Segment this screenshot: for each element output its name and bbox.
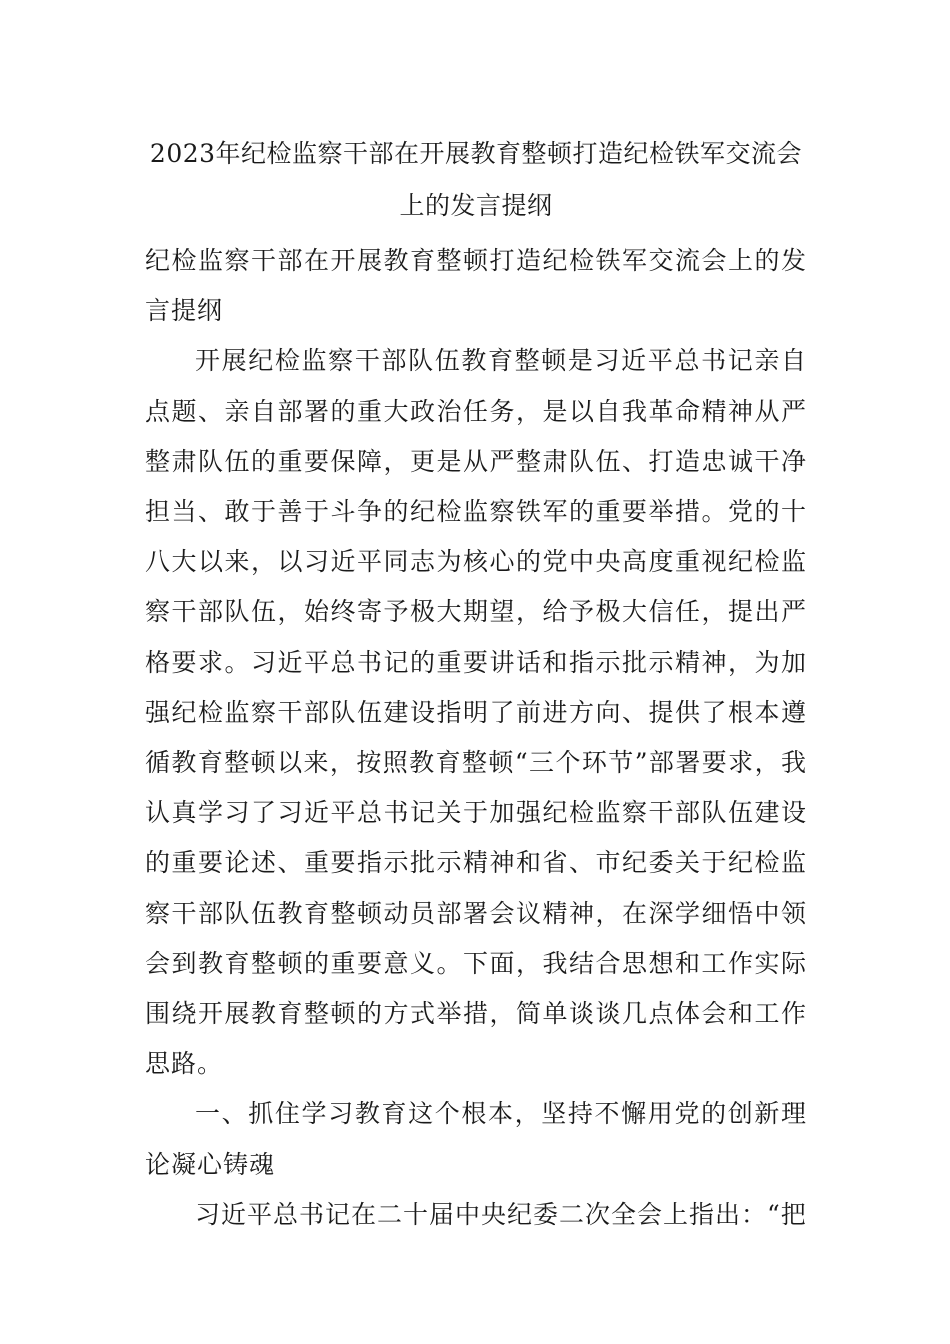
document-subtitle: 纪检监察干部在开展教育整顿打造纪检铁军交流会上的发言提纲 <box>145 246 807 326</box>
title-line-1: 2023年纪检监察干部在开展教育整顿打造纪检铁军交流会 <box>149 139 803 168</box>
title-line-2: 上的发言提纲 <box>399 191 553 220</box>
document-page <box>145 128 807 1240</box>
paragraph-intro: 开展纪检监察干部队伍教育整顿是习近平总书记亲自点题、亲自部署的重大政治任务，是以自我革命精神从严整肃队伍的重要保障，更是从严整肃队伍、打造忠诚干净担当、敢于善于斗争的纪检监察铁军的重要举措。党的十八大以来，以习近平同志为核心的党中央高度重视纪检监察干部队伍，始终寄予极大期望，给予极大信任，提出严格要求。习近平总书记的重要讲话和指示批示精神，为加强纪检监察干部队伍建设指明了前进方向、提供了根本遵循教育整顿以来，按照教育整顿“三个环节”部署要求，我认真学习了习近平总书记关于加强纪检监察干部队伍建设的重要论述、重要指示批示精神和省、市纪委关于纪检监察干部队伍教育整顿动员部署会议精神，在深学细悟中领会到教育整顿的重要意义。下面，我结合思想和工作实际围绕开展教育整顿的方式举措，简单谈谈几点体会和工作思路。 <box>145 346 807 1079</box>
section-heading-1: 一、抓住学习教育这个根本，坚持不懈用党的创新理论凝心铸魂 <box>145 1099 807 1179</box>
document-title <box>145 128 807 232</box>
paragraph-section-1: 习近平总书记在二十届中央纪委二次全会上指出：“把 <box>195 1199 807 1229</box>
